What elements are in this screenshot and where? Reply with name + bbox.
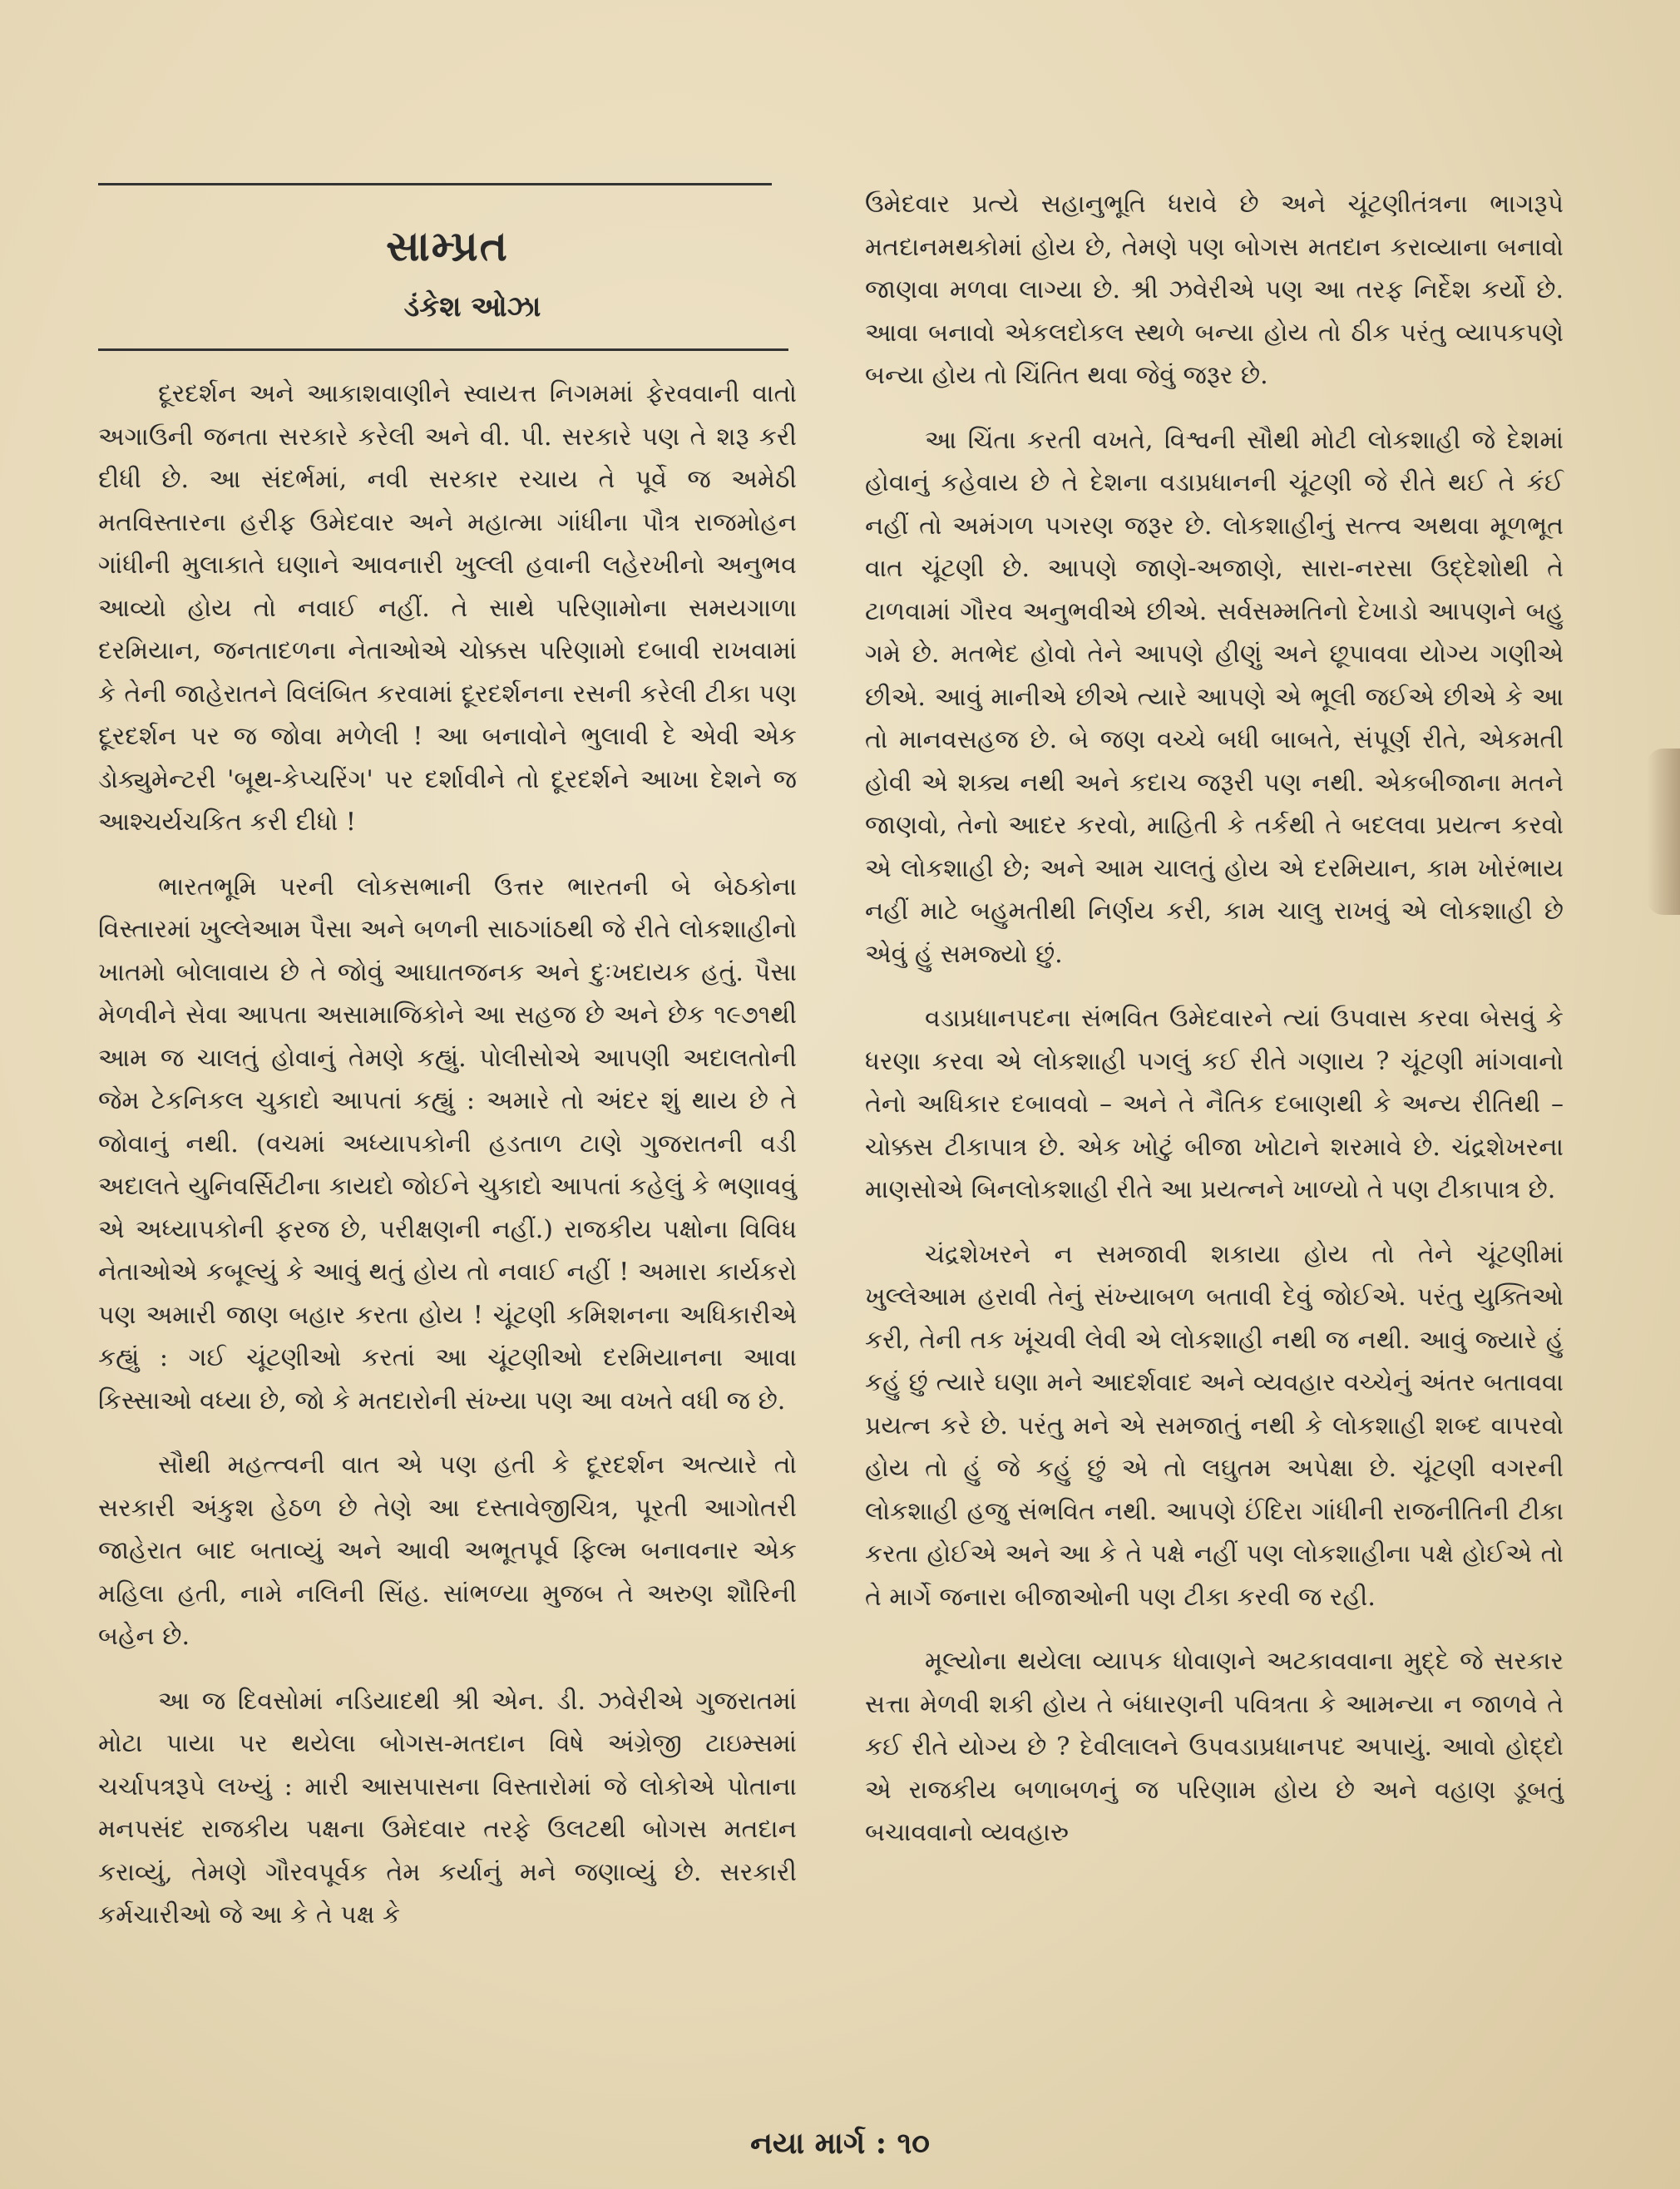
right-column: [865, 183, 1564, 1876]
paper-tear-mark: [1647, 749, 1680, 915]
paragraph: આ જ દિવસોમાં નડિયાદથી શ્રી એન. ડી. ઝવેરીએ ગુજરાતમાં મોટા પાયા પર થયેલા બોગસ-મતદાન વિષે અંગ્રેજી ટાઇમ્સમાં ચર્ચાપત્રરૂપે લખ્યું : મારી આસપાસના વિસ્તારોમાં જે લોકોએ પોતાના મનપસંદ રાજકીય પક્ષના ઉમેદવાર તરફે ઉલટથી બોગસ મતદાન કરાવ્યું, તેમણે ગૌરવપૂર્વક તેમ કર્યાનું મને જણાવ્યું છે. સરકારી કર્મચારીઓ જે આ કે તે પક્ષ કે: [98, 1686, 797, 1930]
header-rule-bottom: [98, 348, 788, 351]
header-rule-top: [98, 183, 772, 185]
article-author: ડંકેશ ઓઝા: [403, 290, 541, 324]
left-column: [98, 183, 797, 1959]
article-title: સામ્પ્રત: [386, 221, 509, 270]
paragraph: દૂરદર્શન અને આકાશવાણીને સ્વાયત્ત નિગમમાં ફેરવવાની વાતો અગાઉની જનતા સરકારે કરેલી અને વી. પી. સરકારે પણ તે શરૂ કરી દીધી છે. આ સંદર્ભમાં, નવી સરકાર રચાય તે પૂર્વે જ અમેઠી મતવિસ્તારના હરીફ ઉમેદવાર અને મહાત્મા ગાંધીના પૌત્ર રાજમોહન ગાંધીની મુલાકાતે ઘણાને આવનારી ખુલ્લી હવાની લહેરખીનો અનુભવ આવ્યો હોય તો નવાઈ નહીં. તે સાથે પરિણામોના સમયગાળા દરમિયાન, જનતાદળના નેતાઓએ ચોક્કસ પરિણામો દબાવી રાખવામાં કે તેની જાહેરાતને વિલંબિત કરવામાં દૂરદર્શનના રસની કરેલી ટીકા પણ દૂરદર્શન પર જ જોવા મળેલી ! આ બનાવોને ભુલાવી દે એવી એક ડોક્યુમેન્ટરી 'બૂથ-કેપ્ચરિંગ' પર દર્શાવીને તો દૂરદર્શને આખા દેશને જ આશ્ચર્યચકિત કરી દીધો !: [98, 379, 797, 837]
paragraph: સૌથી મહત્ત્વની વાત એ પણ હતી કે દૂરદર્શન અત્યારે તો સરકારી અંકુશ હેઠળ છે તેણે આ દસ્તાવેજીચિત્ર, પૂરતી આગોતરી જાહેરાત બાદ બતાવ્યું અને આવી અભૂતપૂર્વ ફિલ્મ બનાવનાર એક મહિલા હતી, નામે નલિની સિંહ. સાંભળ્યા મુજબ તે અરુણ શૌરિની બહેન છે.: [98, 1450, 797, 1651]
paragraph: ચંદ્રશેખરને ન સમજાવી શકાયા હોય તો તેને ચૂંટણીમાં ખુલ્લેઆમ હરાવી તેનું સંખ્યાબળ બતાવી દેવું જોઈએ. પરંતુ યુક્તિઓ કરી, તેની તક ખૂંચવી લેવી એ લોકશાહી નથી જ નથી. આવું જ્યારે હું કહું છું ત્યારે ઘણા મને આદર્શવાદ અને વ્યવહાર વચ્ચેનું અંતર બતાવવા પ્રયત્ન કરે છે. પરંતુ મને એ સમજાતું નથી કે લોકશાહી શબ્દ વાપરવો હોય તો હું જે કહું છું એ તો લઘુતમ અપેક્ષા છે. ચૂંટણી વગરની લોકશાહી હજુ સંભવિત નથી. આપણે ઈંદિરા ગાંધીની રાજનીતિની ટીકા કરતા હોઈએ અને આ કે તે પક્ષે નહીં પણ લોકશાહીના પક્ષે હોઈએ તો તે માર્ગે જનારા બીજાઓની પણ ટીકા કરવી જ રહી.: [865, 1239, 1564, 1612]
paragraph: વડાપ્રધાનપદના સંભવિત ઉમેદવારને ત્યાં ઉપવાસ કરવા બેસવું કે ધરણા કરવા એ લોકશાહી પગલું કઈ રીતે ગણાય ? ચૂંટણી માંગવાનો તેનો અધિકાર દબાવવો – અને તે નૈતિક દબાણથી કે અન્ય રીતિથી – ચોક્કસ ટીકાપાત્ર છે. એક ખોટું બીજા ખોટાને શરમાવે છે. ચંદ્રશેખરના માણસોએ બિનલોકશાહી રીતે આ પ્રયત્નને ખાળ્યો તે પણ ટીકાપાત્ર છે.: [865, 1004, 1564, 1204]
page-footer: નયા માર્ગ : ૧૦: [750, 2126, 930, 2161]
paragraph: ઉમેદવાર પ્રત્યે સહાનુભૂતિ ધરાવે છે અને ચૂંટણીતંત્રના ભાગરૂપે મતદાનમથકોમાં હોય છે, તેમણે પણ બોગસ મતદાન કરાવ્યાના બનાવો જાણવા મળવા લાગ્યા છે. શ્રી ઝવેરીએ પણ આ તરફ નિર્દેશ કર્યો છે. આવા બનાવો એકલદોકલ સ્થળે બન્યા હોય તો ઠીક પરંતુ વ્યાપકપણે બન્યા હોય તો ચિંતિત થવા જેવું જરૂર છે.: [865, 190, 1564, 390]
paragraph: મૂલ્યોના થયેલા વ્યાપક ધોવાણને અટકાવવાના મુદ્દે જે સરકાર સત્તા મેળવી શકી હોય તે બંધારણની પવિત્રતા કે આમન્યા ન જાળવે તે કઈ રીતે યોગ્ય છે ? દેવીલાલને ઉપવડાપ્રધાનપદ અપાયું. આવો હોદ્દો એ રાજકીય બળાબળનું જ પરિણામ હોય છે અને વહાણ ડૂબતું બચાવવાનો વ્યવહારુ: [865, 1647, 1564, 1847]
paragraph: ભારતભૂમિ પરની લોકસભાની ઉત્તર ભારતની બે બેઠકોના વિસ્તારમાં ખુલ્લેઆમ પૈસા અને બળની સાઠગાંઠથી જે રીતે લોકશાહીનો ખાતમો બોલાવાય છે તે જોવું આઘાતજનક અને દુઃખદાયક હતું. પૈસા મેળવીને સેવા આપતા અસામાજિકોને આ સહજ છે અને છેક ૧૯૭૧થી આમ જ ચાલતું હોવાનું તેમણે કહ્યું. પોલીસોએ આપણી અદાલતોની જેમ ટેકનિકલ ચુકાદો આપતાં કહ્યું : અમારે તો અંદર શું થાય છે તે જોવાનું નથી. (વચમાં અધ્યાપકોની હડતાળ ટાણે ગુજરાતની વડી અદાલતે યુનિવર્સિટીના કાયદો જોઈને ચુકાદો આપતાં કહેલું કે ભણાવવું એ અધ્યાપકોની ફરજ છે, પરીક્ષણની નહીં.) રાજકીય પક્ષોના વિવિધ નેતાઓએ કબૂલ્યું કે આવું થતું હોય તો નવાઈ નહીં ! અમારા કાર્યકરો પણ અમારી જાણ બહાર કરતા હોય ! ચૂંટણી કમિશનના અધિકારીએ કહ્યું : ગઈ ચૂંટણીઓ કરતાં આ ચૂંટણીઓ દરમિયાનના આવા કિસ્સાઓ વધ્યા છે, જો કે મતદારોની સંખ્યા પણ આ વખતે વધી જ છે.: [98, 872, 797, 1416]
paragraph: આ ચિંતા કરતી વખતે, વિશ્વની સૌથી મોટી લોકશાહી જે દેશમાં હોવાનું કહેવાય છે તે દેશના વડાપ્રધાનની ચૂંટણી જે રીતે થઈ તે કંઈ નહીં તો અમંગળ પગરણ જરૂર છે. લોકશાહીનું સત્ત્વ અથવા મૂળભૂત વાત ચૂંટણી છે. આપણે જાણે-અજાણે, સારા-નરસા ઉદ્દેશોથી તે ટાળવામાં ગૌરવ અનુભવીએ છીએ. સર્વસમ્મતિનો દેખાડો આપણને બહુ ગમે છે. મતભેદ હોવો તેને આપણે હીણું અને છૂપાવવા યોગ્ય ગણીએ છીએ. આવું માનીએ છીએ ત્યારે આપણે એ ભૂલી જઈએ છીએ કે આ તો માનવસહજ છે. બે જણ વચ્ચે બધી બાબતે, સંપૂર્ણ રીતે, એકમતી હોવી એ શક્ય નથી અને કદાચ જરૂરી પણ નથી. એકબીજાના મતને જાણવો, તેનો આદર કરવો, માહિતી કે તર્કથી તે બદલવા પ્રયત્ન કરવો એ લોકશાહી છે; અને આમ ચાલતું હોય એ દરમિયાન, કામ ખોરંભાય નહીં માટે બહુમતીથી નિર્ણય કરી, કામ ચાલુ રાખવું એ લોકશાહી છે એવું હું સમજ્યો છું.: [865, 425, 1564, 969]
